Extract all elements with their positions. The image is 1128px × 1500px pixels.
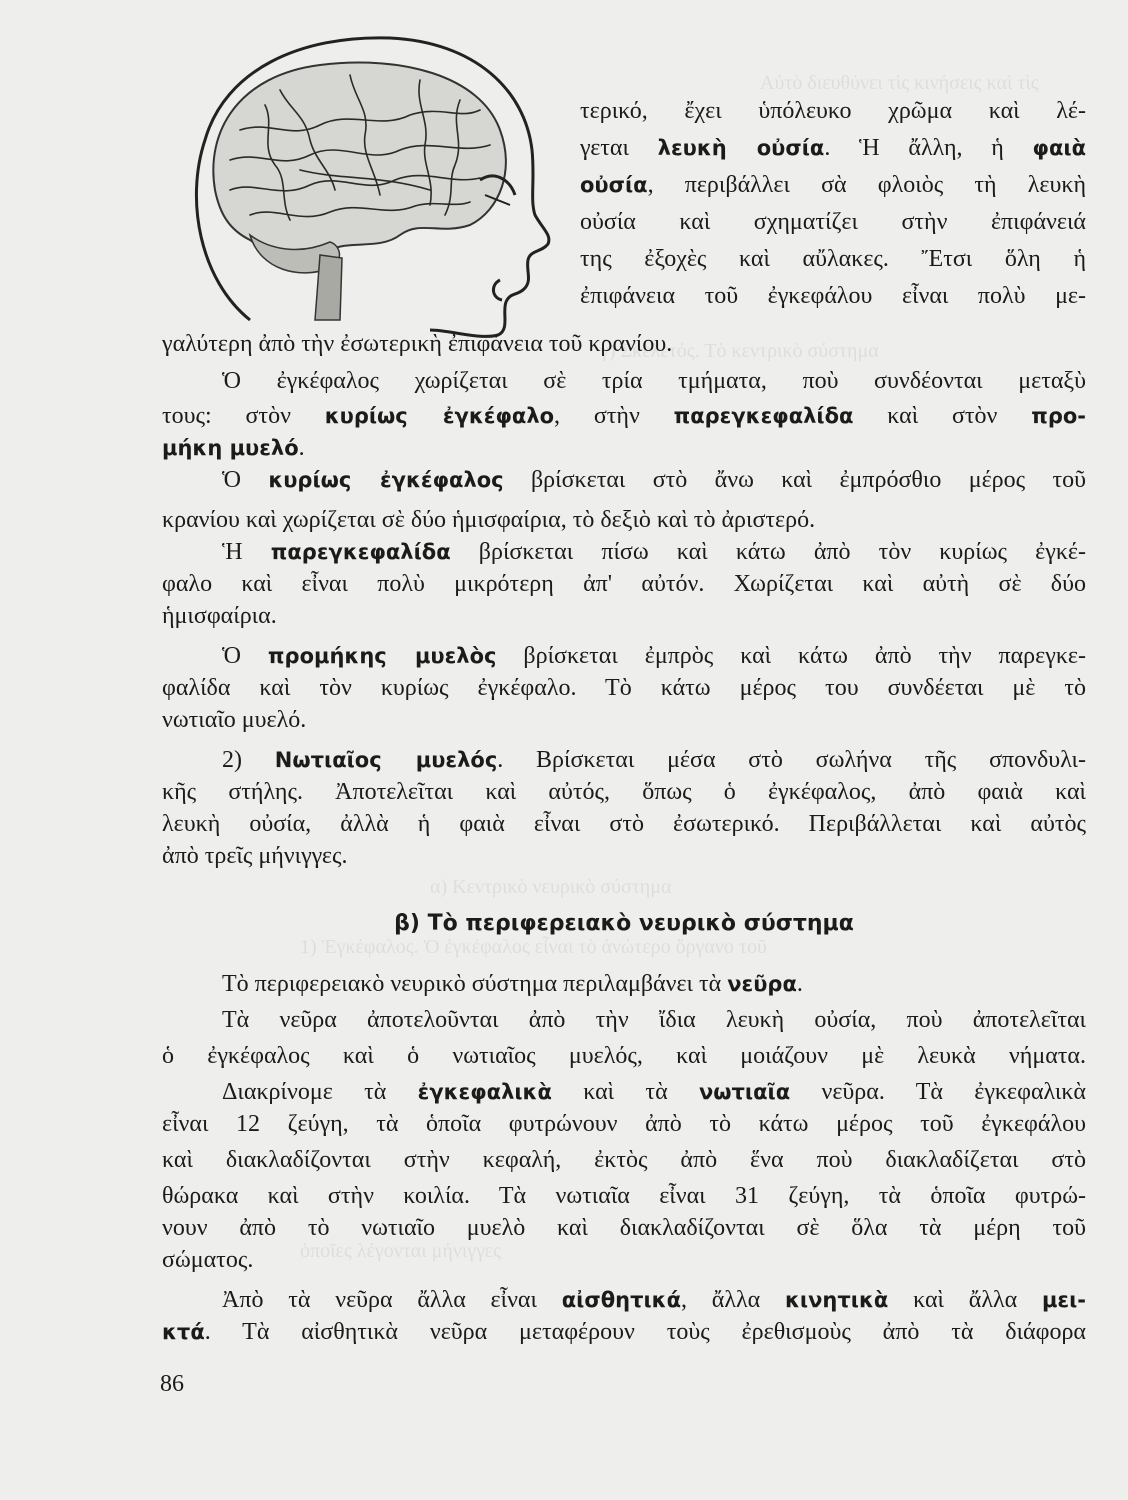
text-line: φαλίδα καὶ τὸν κυρίως ἐγκέφαλο. Τὸ κάτω μέρος του συνδέεται μὲ τὸ	[162, 675, 1086, 701]
text-line: θώρακα καὶ στὴν κοιλία. Τὰ νωτιαῖα εἶναι 31 ζεύγη, τὰ ὁποῖα φυτρώ-	[162, 1183, 1086, 1209]
text-line: 2) Νωτιαῖος μυελός. Βρίσκεται μέσα στὸ σωλήνα τῆς σπονδυλι-	[222, 747, 1086, 773]
text-line: Τὰ νεῦρα ἀποτελοῦνται ἀπὸ τὴν ἴδια λευκὴ οὐσία, ποὺ ἀποτελεῖται	[222, 1007, 1086, 1033]
text-line: λευκὴ οὐσία, ἀλλὰ ἡ φαιὰ εἶναι στὸ ἐσωτερικό. Περιβάλλεται καὶ αὐτὸς	[162, 811, 1086, 837]
text-line: ἡμισφαίρια.	[162, 603, 277, 629]
text-line: οὐσία, περιβάλλει σὰ φλοιὸς τὴ λευκὴ	[580, 172, 1086, 198]
text-line: μήκη μυελό.	[162, 435, 305, 461]
text-line: οὐσία καὶ σχηματίζει στὴν ἐπιφάνειά	[580, 209, 1086, 235]
text-line: Ὁ ἐγκέφαλος χωρίζεται σὲ τρία τμήματα, ποὺ συνδέονται μεταξὺ	[222, 368, 1086, 394]
text-line: νουν ἀπὸ τὸ νωτιαῖο μυελὸ καὶ διακλαδίζονται σὲ ὅλα τὰ μέρη τοῦ	[162, 1215, 1086, 1241]
text-line: Διακρίνομε τὰ ἐγκεφαλικὰ καὶ τὰ νωτιαῖα νεῦρα. Τὰ ἐγκεφαλικὰ	[222, 1079, 1086, 1105]
text-line: καὶ διακλαδίζονται στὴν κεφαλή, ἐκτὸς ἀπὸ ἕνα ποὺ διακλαδίζεται στὸ	[162, 1147, 1086, 1173]
text-line: Ἀπὸ τὰ νεῦρα ἄλλα εἶναι αἰσθητικά, ἄλλα κινητικὰ καὶ ἄλλα μει-	[222, 1287, 1086, 1313]
brain-illustration	[180, 30, 580, 350]
page-number: 86	[160, 1371, 184, 1397]
text-line: κῆς στήλης. Ἀποτελεῖται καὶ αὐτός, ὅπως ὁ ἐγκέφαλος, ἀπὸ φαιὰ καὶ	[162, 779, 1086, 805]
text-line: Τὸ περιφερειακὸ νευρικὸ σύστημα περιλαμβάνει τὰ νεῦρα.	[222, 971, 803, 997]
text-line: εἶναι 12 ζεύγη, τὰ ὁποῖα φυτρώνουν ἀπὸ τὸ κάτω μέρος τοῦ ἐγκεφάλου	[162, 1111, 1086, 1137]
text-line: Ὁ κυρίως ἐγκέφαλος βρίσκεται στὸ ἄνω καὶ ἐμπρόσθιο μέρος τοῦ	[222, 467, 1087, 493]
bleed-through-text: α) Κεντρικὸ νευρικὸ σύστημα	[430, 876, 672, 898]
text-line: σώματος.	[162, 1247, 254, 1273]
text-line: νωτιαῖο μυελό.	[162, 707, 307, 733]
text-line: τους: στὸν κυρίως ἐγκέφαλο, στὴν παρεγκεφαλίδα καὶ στὸν προ-	[162, 403, 1086, 429]
text-line: Ὁ προμήκης μυελὸς βρίσκεται ἐμπρὸς καὶ κάτω ἀπὸ τὴν παρεγκε-	[222, 643, 1087, 669]
bleed-through-text: 1) Ἐγκέφαλος. Ὁ ἐγκέφαλος εἶναι τὸ ἀνώτερο ὄργανο τοῦ	[300, 936, 767, 958]
text-line: Ἡ παρεγκεφαλίδα βρίσκεται πίσω καὶ κάτω ἀπὸ τὸν κυρίως ἐγκέ-	[222, 539, 1087, 565]
bleed-through-text: γ) Σκελετός. Τὸ κεντρικὸ σύστημα	[600, 340, 879, 362]
text-line: γεται λευκὴ οὐσία. Ἡ ἄλλη, ἡ φαιὰ	[580, 135, 1086, 161]
text-line: ἀπὸ τρεῖς μήνιγγες.	[162, 843, 348, 869]
text-line: φαλο καὶ εἶναι πολὺ μικρότερη ἀπ' αὐτόν. Χωρίζεται καὶ αὐτὴ σὲ δύο	[162, 571, 1086, 597]
text-line: τερικό, ἔχει ὑπόλευκο χρῶμα καὶ λέ-	[580, 98, 1086, 124]
bleed-through-text: ὁποῖες λέγονται μήνιγγες	[300, 1240, 501, 1262]
text-line: κτά. Τὰ αἰσθητικὰ νεῦρα μεταφέρουν τοὺς ἐρεθισμοὺς ἀπὸ τὰ διάφορα	[162, 1319, 1086, 1345]
bleed-through-text: Αὐτὸ διευθύνει τὶς κινήσεις καὶ τὶς	[760, 72, 1039, 94]
section-heading: β) Τὸ περιφερειακὸ νευρικὸ σύστημα	[394, 911, 854, 936]
text-line: ὁ ἐγκέφαλος καὶ ὁ νωτιαῖος μυελός, καὶ μοιάζουν μὲ λευκὰ νήματα.	[162, 1043, 1086, 1069]
text-line: της ἐξοχὲς καὶ αὔλακες. Ἔτσι ὅλη ἡ	[580, 246, 1086, 272]
text-line: ἐπιφάνεια τοῦ ἐγκεφάλου εἶναι πολὺ με-	[580, 283, 1086, 309]
text-line: κρανίου καὶ χωρίζεται σὲ δύο ἡμισφαίρια, τὸ δεξιὸ καὶ τὸ ἀριστερό.	[162, 507, 816, 533]
text-line: γαλύτερη ἀπὸ τὴν ἐσωτερικὴ ἐπιφάνεια τοῦ κρανίου.	[162, 331, 673, 357]
